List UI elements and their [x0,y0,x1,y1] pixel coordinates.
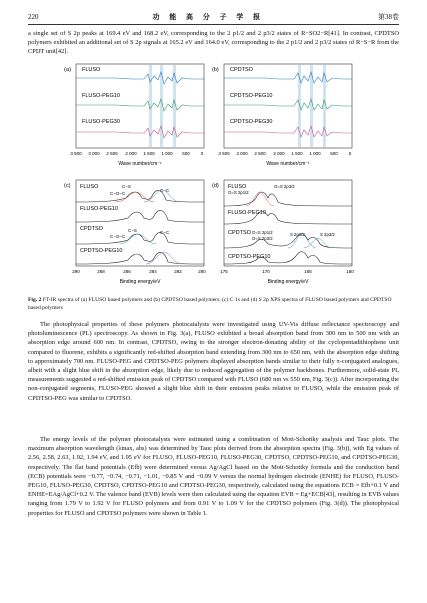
xps-envelope [76,252,204,264]
page-number: 220 [28,13,39,21]
ftir-curve [76,99,204,111]
panel-c-xps-c1s [64,180,206,292]
x-tick-label: 0 [200,151,204,156]
panel-c-plot [64,180,206,292]
x-tick-label: 3 500 [70,151,82,156]
peak-label: C−C [160,188,170,193]
x-tick-label: 290 [72,269,80,274]
peak-label: C−O−C [110,191,126,196]
x-tick-label: 1 000 [161,151,173,156]
xps-envelope [76,190,204,202]
xps-component [120,234,156,244]
panel-d-series-label: FLUSO-PEG10 [228,210,266,216]
xps-component [246,192,274,206]
peak-label: O=S 2p3/2 [252,236,273,241]
peak-label: S 2p1/2 [290,232,305,237]
x-tick-label: 500 [330,151,338,156]
ftir-curve [224,99,352,110]
x-tick-label: 286 [123,269,131,274]
ftir-curve [76,126,204,138]
xps-component [146,252,182,264]
x-tick-label: 2 500 [106,151,118,156]
x-tick-label: 500 [182,151,190,156]
ftir-curve [224,126,352,137]
panel-c-xlabel: Binding energy/eV [119,279,161,285]
panel-c-tag: (c) [64,183,71,189]
xps-envelope [76,210,204,222]
panel-b-tag: (b) [212,67,219,73]
x-tick-label: 1 000 [309,151,321,156]
peak-label: C−S [128,228,137,233]
x-tick-label: 2 000 [273,151,285,156]
panel-d-series-label: CPDTSO-PEG10 [228,254,271,260]
peak-label: O=S 2p1/2 [228,190,249,195]
panel-d-tag: (d) [212,183,219,189]
panel-a-title: FLUSO [82,67,101,73]
body-paragraph-1: The photophysical properties of these polymers photocatalysts were investigated using UV-Vis diffuse reflectance spectroscopy and photoluminescence (PL) spectroscopy. As shown in Fig. 3(a), FLUSO exhibited a broad absorption band from 300 nm to 500 nm with an absorption edge around 600 nm. In contrast, CPDTSO, owing to the stronger electron-donating ability of the cyclopentadithiophene unit compared to fluorene, exhibits a significantly red-shifted absorption band extending from 300 nm to 650 nm, with the absorption edge shifting to approximately 700 nm. FLUSO-PEG and CPDTSO-PEG polymers displayed absorption bands similar to their fully π-conjugated analogues, albeit with a slight blue shift in the absorption edge, likely due to reduced aggregation of the polymer backbones. Furthermore, solid-state PL measurements suggested a red-shifted emission peak of CPDTSO compared with FLUSO (680 nm vs 550 nm, Fig. 3(c)). After incorporating the non-conjugated segments, FLUSO-PEG showed a slight blue shift in their emission peaks relative to FLUSO, while the emission peak of CPDTSO-PEG was similar to CPDTSO. [28,321,399,402]
header-rule [28,24,399,25]
x-tick-label: 175 [220,269,228,274]
ftir-curve [224,72,352,83]
x-tick-label: 2 000 [125,151,137,156]
panel-b-series-label: CPDTSO-PEG10 [230,93,273,99]
x-tick-label: 160 [346,269,354,274]
figure-caption [28,297,399,312]
panel-b-title: CPDTSO [230,67,253,73]
panel-d-series-label: FLUSO [228,184,247,190]
x-tick-label: 1 500 [143,151,155,156]
x-tick-label: 3 000 [88,151,100,156]
peak-label: C−O−C [110,234,126,239]
x-tick-label: 165 [304,269,312,274]
x-tick-label: 1 500 [291,151,303,156]
panel-d-plot [212,180,354,292]
x-tick-label: 0 [348,151,352,156]
caption-label: Fig. 2 [28,297,42,303]
panel-a-xlabel: Wave number/cm⁻¹ [118,161,162,167]
volume-label: 第38卷 [378,13,399,21]
peak-label: O=S 2p1/2 [252,230,273,235]
intro-paragraph: a single set of S 2p peaks at 169.4 eV and 168.2 eV, corresponding to the 2 p1/2 and 2 p3/2 states of R−SO2−R[41]. In contrast, CPDTSO polymers exhibited an additional set of S 2p signals at 165.2 eV and 164.0 eV, corresponding to the 2 p1/2 and 2 p3/2 states of R−S−R from the CPDT unit[42]. [28,30,399,56]
panel-b-series-label: CPDTSO-PEG30 [230,119,273,125]
x-tick-label: 288 [97,269,105,274]
ftir-curve [76,72,204,84]
panel-d-xps-s2p [212,180,354,292]
panel-d-series-label: CPDTSO [228,230,251,236]
panel-c-series-label: FLUSO [80,184,99,190]
peak-label: C−C [160,230,170,235]
xps-envelope [76,232,204,244]
panel-a-plot [64,64,204,176]
caption-text: FT-IR spectra of (a) FLUSO based polymers and (b) CPDTSO based polymers; (c) C 1s and (d) S 2p XPS spectra of FLUSO based polymers and CPDTSO based polymers [28,297,392,311]
journal-title: 功 能 高 分 子 学 报 [152,13,264,21]
panel-a-series-label: FLUSO-PEG30 [82,119,120,125]
panel-c-series-label: FLUSO-PEG10 [80,206,118,212]
x-tick-label: 282 [174,269,182,274]
x-tick-label: 3 500 [218,151,230,156]
x-tick-label: 284 [149,269,157,274]
panel-b-ftir-cpdtso [212,64,352,176]
panel-c-series-label: CPDTSO-PEG10 [80,248,123,254]
peak-label: C−S [122,184,131,189]
panel-a-series-label: FLUSO-PEG10 [82,93,120,99]
x-tick-label: 2 500 [254,151,266,156]
x-tick-label: 170 [262,269,270,274]
running-header [28,11,399,23]
panel-a-ftir-fluso [64,64,204,176]
peak-label: S 2p3/2 [320,232,335,237]
panel-b-xlabel: Wave number/cm⁻¹ [266,161,310,167]
peak-label: O=S 2p3/2 [274,184,295,189]
panel-b-plot [212,64,352,176]
panel-c-series-label: CPDTSO [80,226,103,232]
panel-a-tag: (a) [64,67,72,73]
x-tick-label: 3 000 [236,151,248,156]
panel-d-xlabel: Binding energy/eV [267,279,309,285]
body-paragraph-2: The energy levels of the polymer photocatalysts were estimated using a combination of Mott-Schottky analysis and Tauc plots. The maximum absorption wavelength (λmax, abs) was determined by Tauc plots derived from the absorption spectra (Fig. 3(b)), with Eg values of 2.56, 2.58, 2.63, 1.92, 1.94 eV, and 1.95 eV for FLUSO, FLUSO-PEG10, FLUSO-PEG30, CPDTSO, CPDTSO-PEG10, and CPDTSO-PEG30, respectively. The flat band potentials (Efb) were determined versus Ag/AgCl based on the Mott-Schottky formula and the conduction band (ECB) potentials were −0.77, −0.74, −0.71, −1.01, −0.85 V and −0.99 V versus the normal hydrogen electrode (ENHE) for FLUSO, FLUSO-PEG10, FLUSO-PEG30, CPDTSO, CPDTSO-PEG10 and CPDTSO-PEG30, respectively, calculated using the equations ECB = Efb+0.1 V and ENHE=EAg/AgCl+0.2 V. The valence band (EVB) levels were then calculated using the equation EVB = Eg+ECB[43], resulting in EVB values ranging from 1.79 V to 1.92 V for FLUSO polymers and from 0.91 V to 1.09 V for the CPDTSO polymers (Fig. 3(d)). The photophysical properties for FLUSO and CPDTSO polymers were shown in Table 1. [28,436,399,517]
x-tick-label: 280 [198,269,206,274]
